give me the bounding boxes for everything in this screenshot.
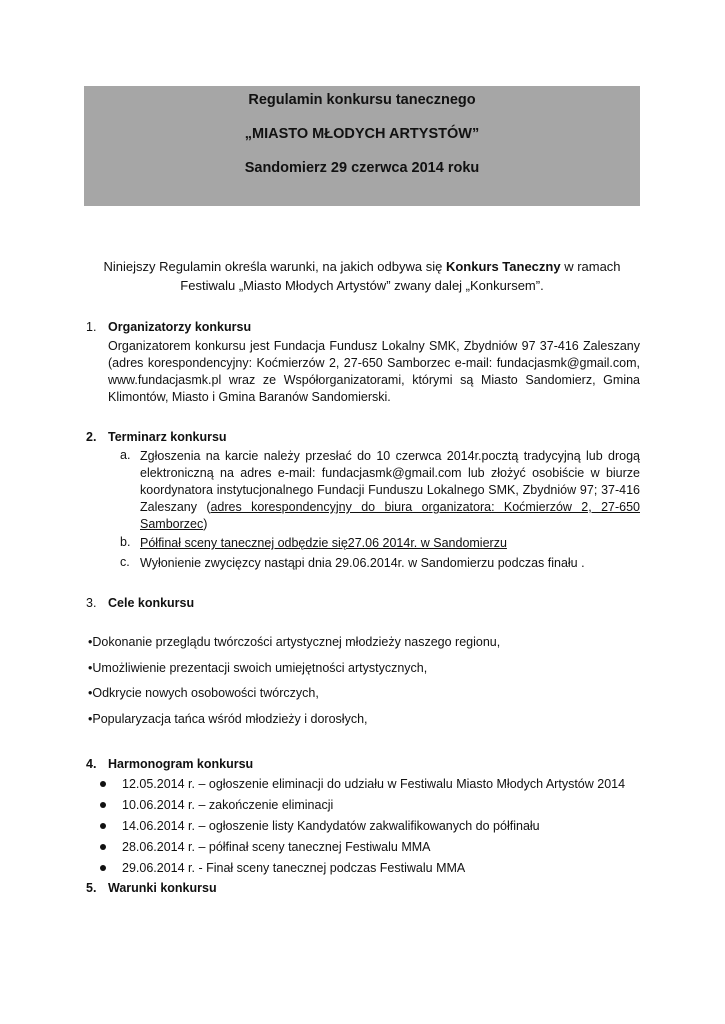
item-text-end: ) [203,517,208,531]
bullet-icon [100,802,106,808]
section-heading: Cele konkursu [108,596,195,610]
list-label: b. [120,535,131,549]
intro-text-after: w ramach Festiwalu „Miasto Młodych Artystów” zwany dalej „Konkursem”. [180,259,621,293]
list-item-text: 12.05.2014 r. – ogłoszenie eliminacji do udziału w Festiwalu Miasto Młodych Artystów 2014 [122,777,626,791]
section-number: 2. [86,430,97,444]
intro-bold: Konkurs Taneczny [445,259,561,274]
intro-paragraph [84,257,640,295]
list-label: a. [120,448,131,462]
goal-item: •Umożliwienie prezentacji swoich umiejętności artystycznych, [88,661,428,675]
section-number: 3. [86,596,97,610]
intro-text-before: Niniejszy Regulamin określa warunki, na jakich odbywa się [103,259,446,274]
section-heading: Organizatorzy konkursu [108,320,252,334]
section-number: 5. [86,881,97,895]
list-label: c. [120,555,130,569]
item-text: Zgłoszenia na karcie należy przesłać do 10 czerwca 2014r.pocztą tradycyjną lub drogą elektroniczną na adres e-mail: fundacjasmk@gmail.com lub złożyć osobiście w biurze koordynatora instytucjonalnego Fundacji Funduszu Lokalnego SMK, Zbydniów 97; 37-416 Zaleszany ( [140,449,640,514]
section-heading: Terminarz konkursu [108,430,227,444]
title-line-1: Regulamin konkursu tanecznego [248,92,476,108]
list-item-text: 14.06.2014 r. – ogłoszenie listy Kandydatów zakwalifikowanych do półfinału [122,819,540,833]
list-item-b [120,535,640,552]
item-text: Wyłonienie zwycięzcy nastąpi dnia 29.06.2014r. w Sandomierzu podczas finału . [140,556,585,570]
list-item-c [120,555,640,572]
bullet-icon [100,865,106,871]
section-number: 4. [86,757,97,771]
bullet-icon [100,781,106,787]
item-underlined-address: adres korespondencyjny do biura organizatora: Koćmierzów 2, 27-650 Samborzec [140,500,640,531]
title-line-3: Sandomierz 29 czerwca 2014 roku [244,160,480,176]
section-number: 1. [86,320,97,334]
list-item-a [120,448,640,533]
section-heading: Harmonogram konkursu [108,757,254,771]
title-box [84,86,640,206]
list-item-text: 28.06.2014 r. – półfinał sceny tanecznej Festiwalu MMA [122,840,431,854]
bullet-icon [100,823,106,829]
list-item-text: 29.06.2014 r. - Finał sceny tanecznej podczas Festiwalu MMA [122,861,466,875]
title-line-2: „MIASTO MŁODYCH ARTYSTÓW” [244,126,480,142]
goal-item: •Odkrycie nowych osobowości twórczych, [88,686,319,700]
section-heading: Warunki konkursu [108,881,217,895]
list-item-text: 10.06.2014 r. – zakończenie eliminacji [122,798,334,812]
goal-item: •Dokonanie przeglądu twórczości artystycznej młodzieży naszego regionu, [88,635,501,649]
bullet-icon [100,844,106,850]
section-text: Organizatorem konkursu jest Fundacja Fundusz Lokalny SMK, Zbydniów 97 37-416 Zaleszany (adres korespondencyjny: Koćmierzów 2, 27-650 Samborzec e-mail: fundacjasmk@gmail.com, www.fundacjasmk.pl wraz ze Współorganizatorami, którymi są Miasto Sandomierz, Gmina Klimontów, Miasto i Gmina Baranów Sandomierski. [108,339,640,404]
goal-item: •Popularyzacja tańca wśród młodzieży i dorosłych, [88,712,368,726]
item-text: Półfinał sceny tanecznej odbędzie się27.06 2014r. w Sandomierzu [140,536,507,550]
